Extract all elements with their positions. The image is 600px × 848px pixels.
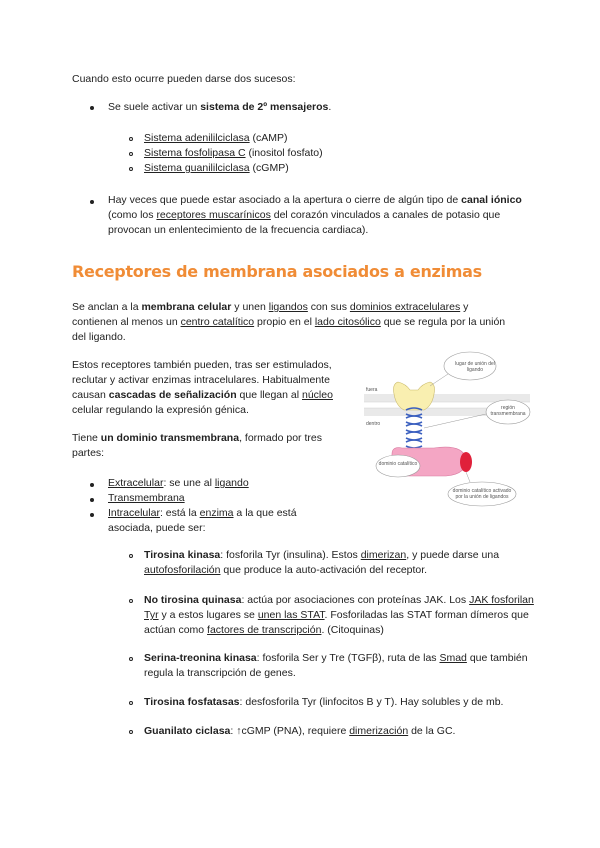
link-smad[interactable]: Smad — [439, 652, 467, 664]
link-fosfolipasa[interactable]: Sistema fosfolipasa C — [144, 147, 246, 159]
intro-text: Cuando esto ocurre pueden darse dos sucesos: — [72, 73, 296, 85]
sub-bullet — [129, 137, 133, 141]
paragraph-cascadas: Estos receptores también pueden, tras ser estimulados, reclutar y activar enzimas intracelulares. Habitualmente causan cascadas de señalización que llegan al núcleo celular regulando la expresión génica. — [72, 359, 333, 416]
bullet — [90, 513, 94, 517]
sub-item-guanililciclasa: Sistema guanililciclasa (cGMP) — [144, 162, 289, 174]
section-heading: Receptores de membrana asociados a enzimas — [72, 262, 482, 281]
bullet — [90, 483, 94, 487]
label-outside: fuera — [366, 387, 378, 393]
link-lado-citosolico[interactable]: lado citosólico — [314, 316, 381, 328]
ligand-binding-domain — [394, 382, 435, 410]
type-guanilato-ciclasa: Guanilato ciclasa: ↑cGMP (PNA), requiere dimerización de la GC. — [144, 725, 456, 737]
link-dominios-extracelulares[interactable]: dominios extracelulares — [349, 301, 461, 313]
label-ligand-site: lugar de unión del ligando — [455, 361, 495, 373]
label-transmembrane: región transmembrana — [490, 405, 526, 417]
link-dimerizan[interactable]: dimerizan — [360, 549, 407, 561]
sub-bullet — [129, 730, 133, 734]
bullet-text-canal-ionico: Hay veces que puede estar asociado a la apertura o cierre de algún tipo de canal iónico (como los receptores muscarínicos del corazón vinculados a canales de potasio que provocan un enlentecimiento de la frecuencia cardiaca). — [108, 194, 522, 236]
link-autofosforilacion[interactable]: autofosforilación — [144, 564, 221, 576]
link-transmembrana[interactable]: Transmembrana — [108, 492, 185, 504]
type-tirosina-kinasa: Tirosina kinasa: fosforila Tyr (insulina). Estos dimerizan, y puede darse una autofosforilación que produce la auto-activación del receptor. — [144, 549, 500, 576]
sub-item-adenililciclasa: Sistema adenililciclasa (cAMP) — [144, 132, 288, 144]
link-jak-fosforilan[interactable]: JAK fosforilan Tyr — [144, 594, 534, 621]
label-activated: dominio catalítico activado por la unión de ligandos — [452, 488, 512, 500]
link-extracelular[interactable]: Extracelular — [108, 477, 164, 489]
paragraph-anclaje: Se anclan a la membrana celular y unen ligandos con sus dominios extracelulares y contienen al menos un centro catalítico propio en el lado citosólico que se regula por la unión del ligando. — [72, 301, 506, 343]
label-inside: dentro — [366, 421, 381, 427]
bullet — [90, 498, 94, 502]
receptor-diagram — [362, 344, 534, 510]
sub-bullet — [129, 554, 133, 558]
link-nucleo[interactable]: núcleo — [302, 389, 333, 401]
activated-site — [460, 452, 472, 472]
link-factores-transcripcion[interactable]: factores de transcripción — [207, 624, 322, 636]
link-centro-catalitico[interactable]: centro catalítico — [180, 316, 255, 328]
link-guanililciclasa[interactable]: Sistema guanililciclasa — [144, 162, 250, 174]
link-enzima[interactable]: enzima — [199, 507, 234, 519]
link-intracelular[interactable]: Intracelular — [108, 507, 160, 519]
part-extracelular: Extracelular: se une al ligando — [108, 477, 249, 489]
link-receptores-muscarinicos[interactable]: receptores muscarínicos — [156, 209, 271, 221]
paragraph-dominio-transmembrana: Tiene un dominio transmembrana, formado por tres partes: — [72, 432, 322, 459]
link-unen-stat[interactable]: unen las STAT — [257, 609, 325, 621]
sub-bullet — [129, 152, 133, 156]
bullet-text-second-messenger: Se suele activar un sistema de 2º mensajeros. — [108, 101, 332, 113]
bullet — [90, 106, 94, 110]
sub-bullet — [129, 599, 133, 603]
link-dimerizacion[interactable]: dimerización — [349, 725, 409, 737]
type-tirosina-fosfatasas: Tirosina fosfatasas: desfosforila Tyr (linfocitos B y T). Hay solubles y de mb. — [144, 696, 504, 708]
bullet — [90, 200, 94, 204]
part-intracelular: Intracelular: está la enzima a la que está asociada, puede ser: — [108, 507, 297, 534]
sub-item-fosfolipasa: Sistema fosfolipasa C (inositol fosfato) — [144, 147, 323, 159]
part-transmembrana — [108, 491, 185, 506]
link-ligando[interactable]: ligando — [214, 477, 249, 489]
sub-bullet — [129, 167, 133, 171]
label-catalytic: dominio catalítico — [378, 461, 418, 467]
type-serina-treonina: Serina-treonina kinasa: fosforila Ser y Tre (TGFβ), ruta de las Smad que también regula la transcripción de genes. — [144, 652, 528, 679]
link-ligandos[interactable]: ligandos — [268, 301, 308, 313]
link-adenililciclasa[interactable]: Sistema adenililciclasa — [144, 132, 250, 144]
sub-bullet — [129, 701, 133, 705]
type-no-tirosina-quinasa: No tirosina quinasa: actúa por asociaciones con proteínas JAK. Los JAK fosforilan Tyr y a estos lugares se unen las STAT. Fosforiladas las STAT forman dímeros que actúan como factores de transcripción. (Citoquinas) — [144, 594, 534, 636]
sub-bullet — [129, 657, 133, 661]
